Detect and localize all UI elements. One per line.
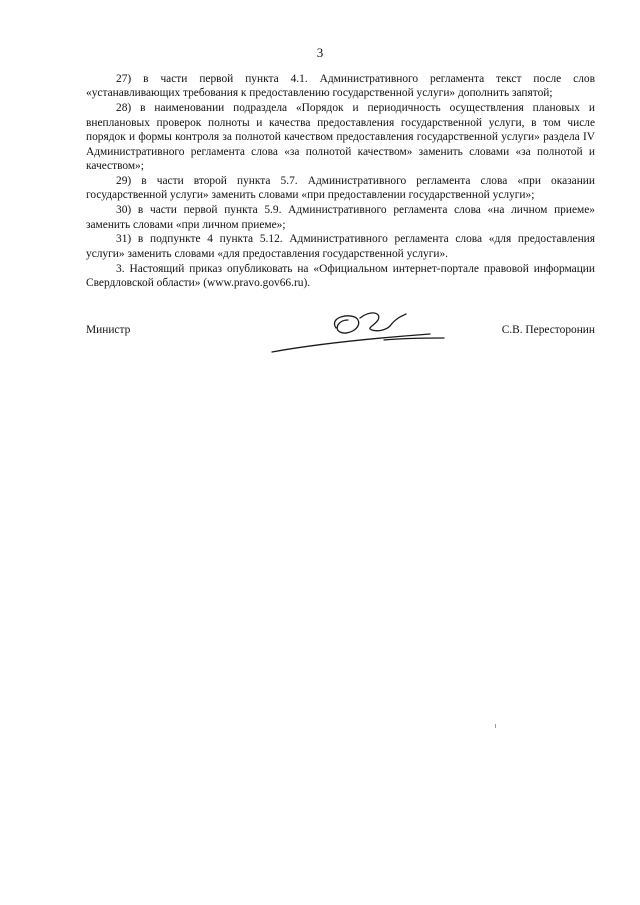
- handwritten-signature: [266, 308, 446, 363]
- paragraph-item-30: 30) в части первой пункта 5.9. Административного регламента слова «на личном приеме» заменить словами «при личном приеме»;: [86, 204, 595, 231]
- paragraph-item-31: 31) в подпункте 4 пункта 5.12. Административного регламента слова «для предоставления услуги» заменить словами «для предоставления государственной услуги».: [86, 233, 595, 260]
- scan-artifact: [495, 724, 496, 728]
- page-number: 3: [316, 45, 324, 60]
- paragraph-item-29: 29) в части второй пункта 5.7. Административного регламента слова «при оказании государственной услуги» заменить словами «при предоставлении государственной услуги»;: [86, 174, 595, 202]
- signatory-title: Министр: [86, 324, 131, 336]
- signature-block: [86, 318, 595, 368]
- paragraph-item-28: 28) в наименовании подраздела «Порядок и периодичность осуществления плановых и внеплановых проверок полноты и качества предоставления государственной услуги, в том числе порядок и формы контроля за полнотой качеством предоставления государственной услуги» раздела IV Административного регламента слова «за полнотой качеством» заменить словами «за полнотой и качеством»;: [86, 102, 595, 172]
- paragraph-publication: 3. Настоящий приказ опубликовать на «Официальном интернет-портале правовой информации Свердловской области» (www.pravo.gov66.ru).: [86, 262, 595, 290]
- paragraph-item-27: 27) в части первой пункта 4.1. Административного регламента текст после слов «устанавливающих требования к предоставлению государственной услуги» дополнить запятой;: [86, 73, 595, 100]
- document-body: [86, 72, 595, 291]
- signatory-name: С.В. Пересторонин: [501, 324, 595, 336]
